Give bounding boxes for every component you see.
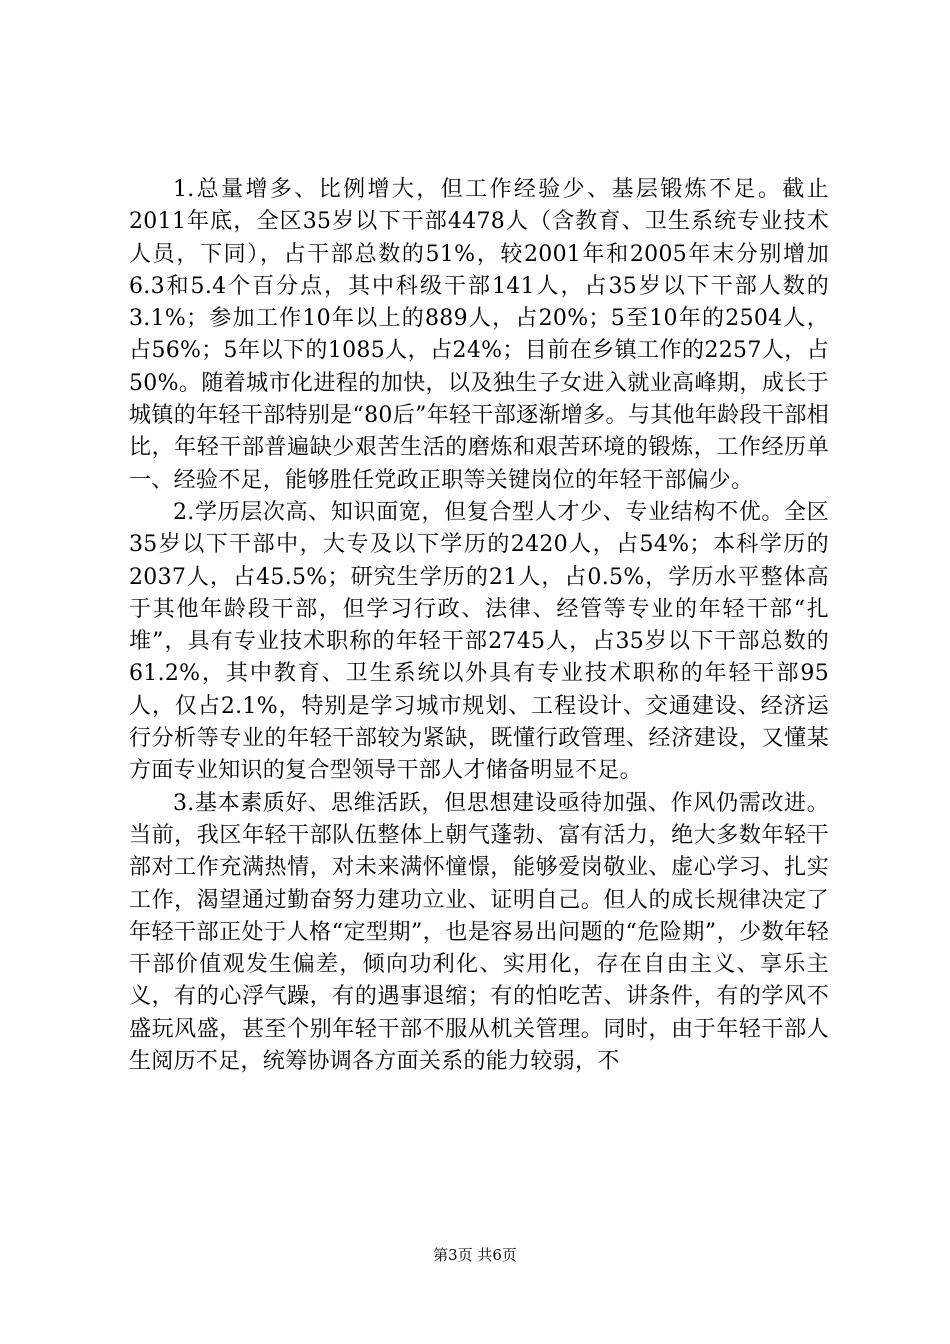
paragraph-1: 1.总量增多、比例增大，但工作经验少、基层锻炼不足。截止2011年底，全区35岁以下干部4478人（含教育、卫生系统专业技术人员，下同），占干部总数的51%，较2001年和2005年末分别增加6.3和5.4个百分点，其中科级干部141人，占35岁以下干部人数的3.1%；参加工作10年以上的889人，占20%；5至10年的2504人，占56%；5年以下的1085人，占24%；目前在乡镇工作的2257人，占50%。随着城市化进程的加快，以及独生子女进入就业高峰期，成长于城镇的年轻干部特别是“80后”年轻干部逐渐增多。与其他年龄段干部相比，年轻干部普遍缺少艰苦生活的磨炼和艰苦环境的锻炼，工作经历单一、经验不足，能够胜任党政正职等关键岗位的年轻干部偏少。 [129, 177, 829, 493]
page-footer: 第3页 共6页 [433, 1246, 517, 1264]
paragraph-3: 3.基本素质好、思维活跃，但思想建设亟待加强、作风仍需改进。当前，我区年轻干部队伍整体上朝气蓬勃、富有活力，绝大多数年轻干部对工作充满热情，对未来满怀憧憬，能够爱岗敬业、虚心学习、扎实工作，渴望通过勤奋努力建功立业、证明自己。但人的成长规律决定了年轻干部正处于人格“定型期”，也是容易出问题的“危险期”，少数年轻干部价值观发生偏差，倾向功利化、实用化，存在自由主义、享乐主义，有的心浮气躁，有的遇事退缩；有的怕吃苦、讲条件，有的学风不盛玩风盛，甚至个别年轻干部不服从机关管理。同时，由于年轻干部人生阅历不足，统筹协调各方面关系的能力较弱，不 [129, 790, 829, 1075]
paragraph-2: 2.学历层次高、知识面宽，但复合型人才少、专业结构不优。全区35岁以下干部中，大专及以下学历的2420人，占54%；本科学历的2037人，占45.5%；研究生学历的21人，占0.5%，学历水平整体高于其他年龄段干部，但学习行政、法律、经管等专业的年轻干部“扎堆”，具有专业技术职称的年轻干部2745人，占35岁以下干部总数的61.2%，其中教育、卫生系统以外具有专业技术职称的年轻干部95人，仅占2.1%，特别是学习城市规划、工程设计、交通建设、经济运行分析等专业的年轻干部较为紧缺，既懂行政管理、经济建设，又懂某方面专业知识的复合型领导干部人才储备明显不足。 [129, 499, 829, 784]
document-body [129, 174, 829, 1078]
